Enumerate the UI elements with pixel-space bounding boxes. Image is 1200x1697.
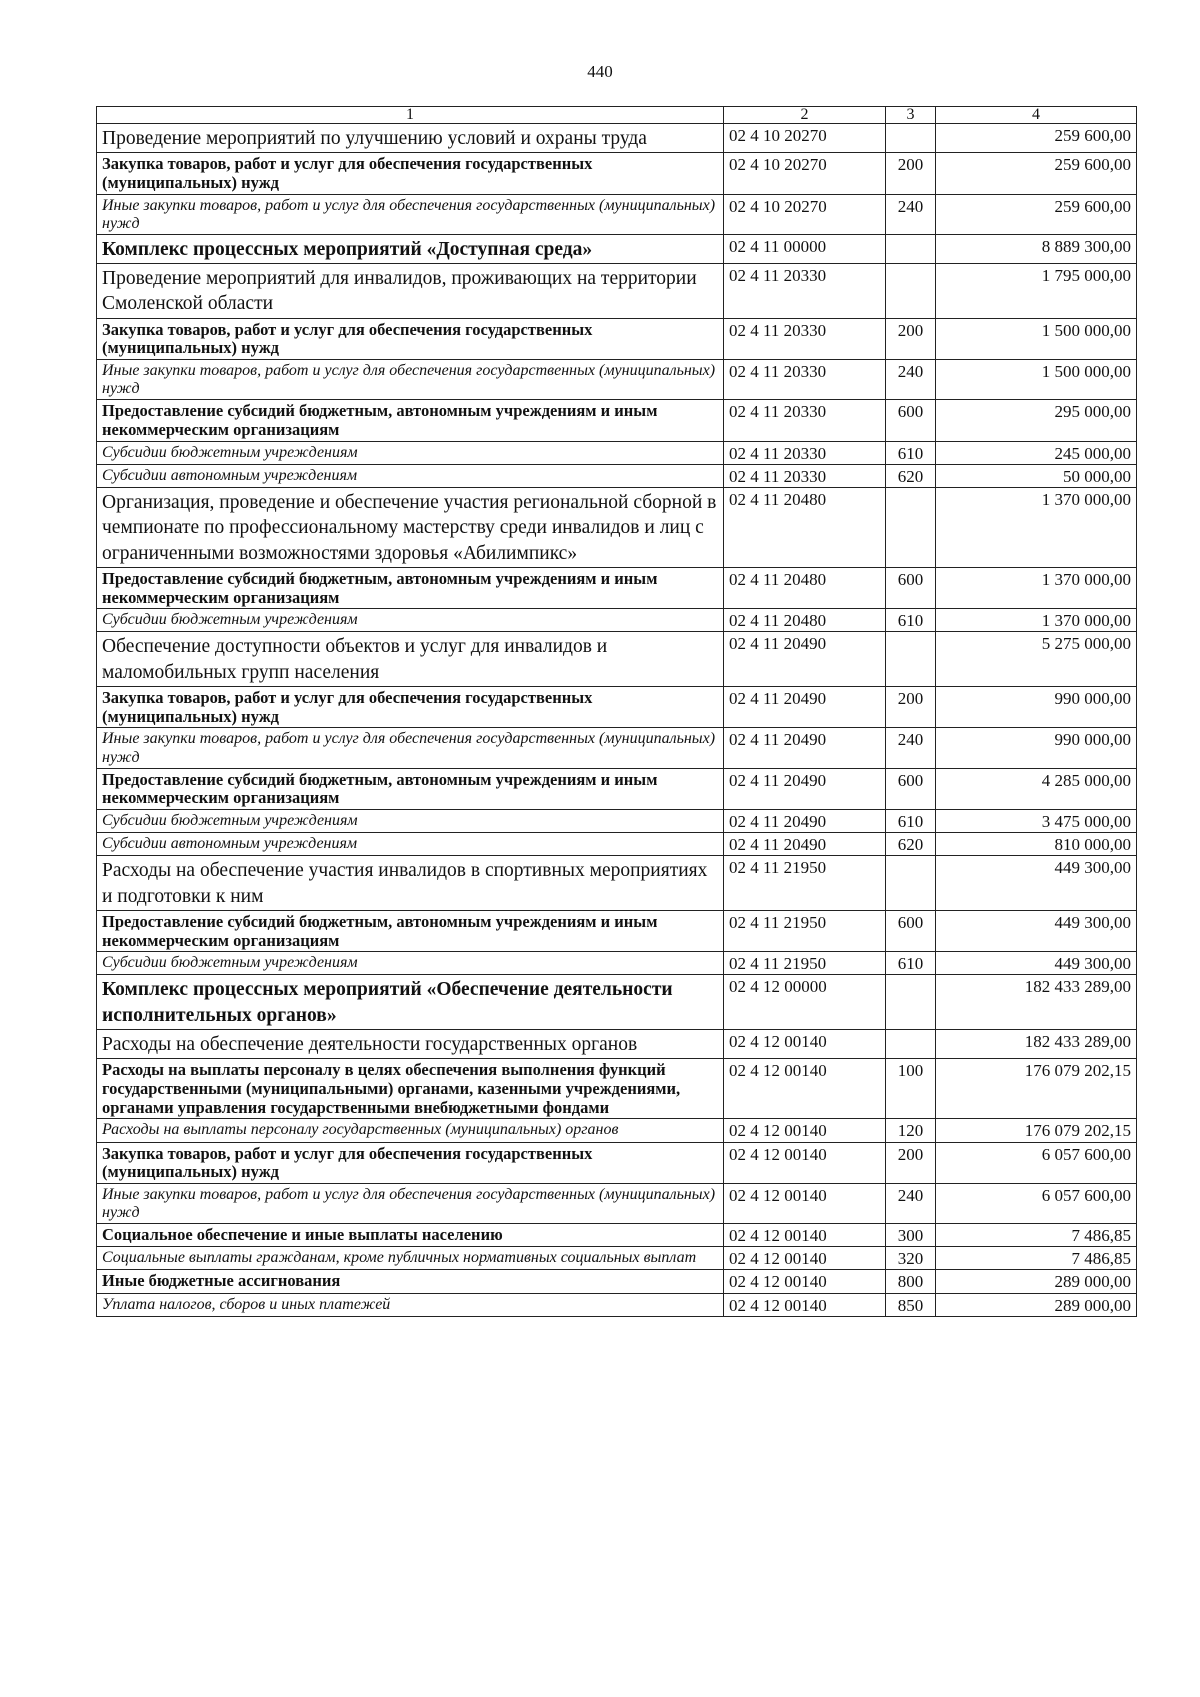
row-amount-cell: 990 000,00 bbox=[936, 687, 1137, 728]
row-amount-cell: 1 370 000,00 bbox=[936, 567, 1137, 608]
table-row bbox=[97, 1224, 1137, 1247]
table-row bbox=[97, 124, 1137, 153]
row-amount-cell: 810 000,00 bbox=[936, 833, 1137, 856]
row-amount-cell: 6 057 600,00 bbox=[936, 1142, 1137, 1183]
row-name-cell: Субсидии бюджетным учреждениям bbox=[97, 952, 724, 975]
row-name-cell: Закупка товаров, работ и услуг для обеспечения государственных (муниципальных) нужд bbox=[97, 687, 724, 728]
table-row bbox=[97, 856, 1137, 911]
table-row bbox=[97, 975, 1137, 1030]
row-expense-type-cell: 120 bbox=[886, 1119, 936, 1142]
table-row bbox=[97, 464, 1137, 487]
row-amount-cell: 5 275 000,00 bbox=[936, 632, 1137, 687]
table-row bbox=[97, 1142, 1137, 1183]
row-code-cell: 02 4 12 00140 bbox=[724, 1224, 886, 1247]
row-name-cell: Проведение мероприятий по улучшению условий и охраны труда bbox=[97, 124, 724, 153]
row-expense-type-cell: 240 bbox=[886, 360, 936, 400]
row-expense-type-cell: 620 bbox=[886, 833, 936, 856]
row-expense-type-cell bbox=[886, 975, 936, 1030]
row-expense-type-cell: 100 bbox=[886, 1059, 936, 1119]
row-name-cell: Социальные выплаты гражданам, кроме публичных нормативных социальных выплат bbox=[97, 1247, 724, 1270]
row-amount-cell: 449 300,00 bbox=[936, 856, 1137, 911]
row-amount-cell: 259 600,00 bbox=[936, 124, 1137, 153]
row-code-cell: 02 4 11 00000 bbox=[724, 234, 886, 263]
table-row bbox=[97, 1247, 1137, 1270]
row-expense-type-cell: 200 bbox=[886, 153, 936, 194]
column-header-2: 2 bbox=[724, 107, 886, 124]
table-row bbox=[97, 1059, 1137, 1119]
row-expense-type-cell: 320 bbox=[886, 1247, 936, 1270]
row-code-cell: 02 4 10 20270 bbox=[724, 124, 886, 153]
table-row bbox=[97, 194, 1137, 234]
row-amount-cell: 50 000,00 bbox=[936, 464, 1137, 487]
row-expense-type-cell: 850 bbox=[886, 1293, 936, 1316]
row-code-cell: 02 4 12 00140 bbox=[724, 1247, 886, 1270]
row-expense-type-cell bbox=[886, 264, 936, 319]
table-row bbox=[97, 728, 1137, 768]
table-row bbox=[97, 360, 1137, 400]
row-amount-cell: 259 600,00 bbox=[936, 194, 1137, 234]
row-expense-type-cell: 240 bbox=[886, 194, 936, 234]
row-expense-type-cell: 610 bbox=[886, 441, 936, 464]
row-amount-cell: 1 500 000,00 bbox=[936, 318, 1137, 359]
row-name-cell: Иные закупки товаров, работ и услуг для обеспечения государственных (муниципальных) нужд bbox=[97, 1183, 724, 1223]
table-row bbox=[97, 952, 1137, 975]
column-header-1: 1 bbox=[97, 107, 724, 124]
row-code-cell: 02 4 11 20490 bbox=[724, 833, 886, 856]
row-expense-type-cell bbox=[886, 124, 936, 153]
row-code-cell: 02 4 11 20490 bbox=[724, 687, 886, 728]
table-row bbox=[97, 318, 1137, 359]
row-expense-type-cell bbox=[886, 856, 936, 911]
table-row bbox=[97, 441, 1137, 464]
row-name-cell: Уплата налогов, сборов и иных платежей bbox=[97, 1293, 724, 1316]
row-expense-type-cell bbox=[886, 1030, 936, 1059]
row-code-cell: 02 4 10 20270 bbox=[724, 153, 886, 194]
row-name-cell: Иные закупки товаров, работ и услуг для обеспечения государственных (муниципальных) нужд bbox=[97, 360, 724, 400]
row-name-cell: Субсидии бюджетным учреждениям bbox=[97, 609, 724, 632]
row-code-cell: 02 4 11 20330 bbox=[724, 400, 886, 441]
table-row bbox=[97, 768, 1137, 809]
row-amount-cell: 4 285 000,00 bbox=[936, 768, 1137, 809]
row-expense-type-cell: 200 bbox=[886, 1142, 936, 1183]
row-expense-type-cell: 600 bbox=[886, 768, 936, 809]
row-code-cell: 02 4 12 00000 bbox=[724, 975, 886, 1030]
row-name-cell: Субсидии бюджетным учреждениям bbox=[97, 441, 724, 464]
row-name-cell: Предоставление субсидий бюджетным, автономным учреждениям и иным некоммерческим организациям bbox=[97, 768, 724, 809]
page-number: 440 bbox=[587, 62, 613, 81]
table-row bbox=[97, 632, 1137, 687]
row-name-cell: Предоставление субсидий бюджетным, автономным учреждениям и иным некоммерческим организациям bbox=[97, 400, 724, 441]
row-expense-type-cell: 240 bbox=[886, 1183, 936, 1223]
row-code-cell: 02 4 11 20330 bbox=[724, 360, 886, 400]
row-amount-cell: 1 795 000,00 bbox=[936, 264, 1137, 319]
row-amount-cell: 990 000,00 bbox=[936, 728, 1137, 768]
row-expense-type-cell: 610 bbox=[886, 809, 936, 832]
row-name-cell: Закупка товаров, работ и услуг для обеспечения государственных (муниципальных) нужд bbox=[97, 318, 724, 359]
row-code-cell: 02 4 12 00140 bbox=[724, 1030, 886, 1059]
table-row bbox=[97, 567, 1137, 608]
row-name-cell: Субсидии автономным учреждениям bbox=[97, 833, 724, 856]
row-name-cell: Расходы на обеспечение участия инвалидов в спортивных мероприятиях и подготовки к ним bbox=[97, 856, 724, 911]
table-row bbox=[97, 1030, 1137, 1059]
row-amount-cell: 449 300,00 bbox=[936, 952, 1137, 975]
row-code-cell: 02 4 12 00140 bbox=[724, 1183, 886, 1223]
row-amount-cell: 289 000,00 bbox=[936, 1293, 1137, 1316]
row-name-cell: Расходы на выплаты персоналу государственных (муниципальных) органов bbox=[97, 1119, 724, 1142]
row-code-cell: 02 4 12 00140 bbox=[724, 1293, 886, 1316]
row-code-cell: 02 4 11 20330 bbox=[724, 441, 886, 464]
row-name-cell: Расходы на обеспечение деятельности государственных органов bbox=[97, 1030, 724, 1059]
row-amount-cell: 182 433 289,00 bbox=[936, 1030, 1137, 1059]
table-row bbox=[97, 487, 1137, 567]
row-expense-type-cell: 800 bbox=[886, 1270, 936, 1293]
row-code-cell: 02 4 11 20490 bbox=[724, 768, 886, 809]
table-row bbox=[97, 1183, 1137, 1223]
table-header-row bbox=[97, 107, 1137, 124]
table-row bbox=[97, 809, 1137, 832]
column-header-3: 3 bbox=[886, 107, 936, 124]
table-row bbox=[97, 687, 1137, 728]
row-name-cell: Закупка товаров, работ и услуг для обеспечения государственных (муниципальных) нужд bbox=[97, 153, 724, 194]
row-code-cell: 02 4 11 20490 bbox=[724, 632, 886, 687]
row-expense-type-cell: 240 bbox=[886, 728, 936, 768]
row-code-cell: 02 4 11 20490 bbox=[724, 809, 886, 832]
row-expense-type-cell: 200 bbox=[886, 687, 936, 728]
row-amount-cell: 8 889 300,00 bbox=[936, 234, 1137, 263]
row-amount-cell: 245 000,00 bbox=[936, 441, 1137, 464]
row-code-cell: 02 4 11 20330 bbox=[724, 264, 886, 319]
row-expense-type-cell: 610 bbox=[886, 952, 936, 975]
row-name-cell: Иные закупки товаров, работ и услуг для обеспечения государственных (муниципальных) нужд bbox=[97, 728, 724, 768]
row-code-cell: 02 4 10 20270 bbox=[724, 194, 886, 234]
row-amount-cell: 1 370 000,00 bbox=[936, 487, 1137, 567]
row-name-cell: Комплекс процессных мероприятий «Доступная среда» bbox=[97, 234, 724, 263]
row-expense-type-cell: 200 bbox=[886, 318, 936, 359]
row-amount-cell: 259 600,00 bbox=[936, 153, 1137, 194]
row-expense-type-cell: 600 bbox=[886, 910, 936, 951]
row-expense-type-cell: 600 bbox=[886, 567, 936, 608]
row-code-cell: 02 4 12 00140 bbox=[724, 1270, 886, 1293]
row-amount-cell: 7 486,85 bbox=[936, 1247, 1137, 1270]
row-code-cell: 02 4 11 21950 bbox=[724, 910, 886, 951]
row-expense-type-cell bbox=[886, 632, 936, 687]
table-row bbox=[97, 1119, 1137, 1142]
table-row bbox=[97, 264, 1137, 319]
table-row bbox=[97, 910, 1137, 951]
table-row bbox=[97, 234, 1137, 263]
row-name-cell: Обеспечение доступности объектов и услуг для инвалидов и маломобильных групп населения bbox=[97, 632, 724, 687]
row-name-cell: Предоставление субсидий бюджетным, автономным учреждениям и иным некоммерческим организациям bbox=[97, 567, 724, 608]
budget-table bbox=[96, 106, 1137, 1317]
row-amount-cell: 1 370 000,00 bbox=[936, 609, 1137, 632]
row-amount-cell: 295 000,00 bbox=[936, 400, 1137, 441]
table-row bbox=[97, 153, 1137, 194]
row-amount-cell: 182 433 289,00 bbox=[936, 975, 1137, 1030]
row-expense-type-cell: 620 bbox=[886, 464, 936, 487]
row-name-cell: Субсидии бюджетным учреждениям bbox=[97, 809, 724, 832]
table-row bbox=[97, 609, 1137, 632]
row-expense-type-cell: 600 bbox=[886, 400, 936, 441]
row-expense-type-cell: 300 bbox=[886, 1224, 936, 1247]
row-name-cell: Расходы на выплаты персоналу в целях обеспечения выполнения функций государственными (муниципальными) органами, казенными учреждениями, органами управления государственными внебюджетными фондами bbox=[97, 1059, 724, 1119]
row-amount-cell: 176 079 202,15 bbox=[936, 1119, 1137, 1142]
row-name-cell: Организация, проведение и обеспечение участия региональной сборной в чемпионате по профессиональному мастерству среди инвалидов и лиц с ограниченными возможностями здоровья «Абилимпикс» bbox=[97, 487, 724, 567]
table-row bbox=[97, 1293, 1137, 1316]
row-amount-cell: 6 057 600,00 bbox=[936, 1183, 1137, 1223]
row-amount-cell: 449 300,00 bbox=[936, 910, 1137, 951]
row-code-cell: 02 4 12 00140 bbox=[724, 1119, 886, 1142]
row-expense-type-cell bbox=[886, 234, 936, 263]
row-name-cell: Субсидии автономным учреждениям bbox=[97, 464, 724, 487]
row-name-cell: Социальное обеспечение и иные выплаты населению bbox=[97, 1224, 724, 1247]
row-code-cell: 02 4 11 20480 bbox=[724, 487, 886, 567]
row-code-cell: 02 4 11 20480 bbox=[724, 609, 886, 632]
row-name-cell: Иные бюджетные ассигнования bbox=[97, 1270, 724, 1293]
row-code-cell: 02 4 11 21950 bbox=[724, 856, 886, 911]
row-amount-cell: 3 475 000,00 bbox=[936, 809, 1137, 832]
row-code-cell: 02 4 12 00140 bbox=[724, 1142, 886, 1183]
row-expense-type-cell: 610 bbox=[886, 609, 936, 632]
row-code-cell: 02 4 12 00140 bbox=[724, 1059, 886, 1119]
table-row bbox=[97, 1270, 1137, 1293]
row-amount-cell: 176 079 202,15 bbox=[936, 1059, 1137, 1119]
row-expense-type-cell bbox=[886, 487, 936, 567]
row-name-cell: Комплекс процессных мероприятий «Обеспечение деятельности исполнительных органов» bbox=[97, 975, 724, 1030]
row-code-cell: 02 4 11 21950 bbox=[724, 952, 886, 975]
row-code-cell: 02 4 11 20330 bbox=[724, 318, 886, 359]
row-name-cell: Иные закупки товаров, работ и услуг для обеспечения государственных (муниципальных) нужд bbox=[97, 194, 724, 234]
table-row bbox=[97, 833, 1137, 856]
row-amount-cell: 289 000,00 bbox=[936, 1270, 1137, 1293]
row-code-cell: 02 4 11 20490 bbox=[724, 728, 886, 768]
row-amount-cell: 1 500 000,00 bbox=[936, 360, 1137, 400]
row-name-cell: Проведение мероприятий для инвалидов, проживающих на территории Смоленской области bbox=[97, 264, 724, 319]
row-name-cell: Закупка товаров, работ и услуг для обеспечения государственных (муниципальных) нужд bbox=[97, 1142, 724, 1183]
row-code-cell: 02 4 11 20480 bbox=[724, 567, 886, 608]
table-row bbox=[97, 400, 1137, 441]
budget-table-body bbox=[97, 107, 1137, 1317]
row-amount-cell: 7 486,85 bbox=[936, 1224, 1137, 1247]
row-name-cell: Предоставление субсидий бюджетным, автономным учреждениям и иным некоммерческим организациям bbox=[97, 910, 724, 951]
column-header-4: 4 bbox=[936, 107, 1137, 124]
row-code-cell: 02 4 11 20330 bbox=[724, 464, 886, 487]
